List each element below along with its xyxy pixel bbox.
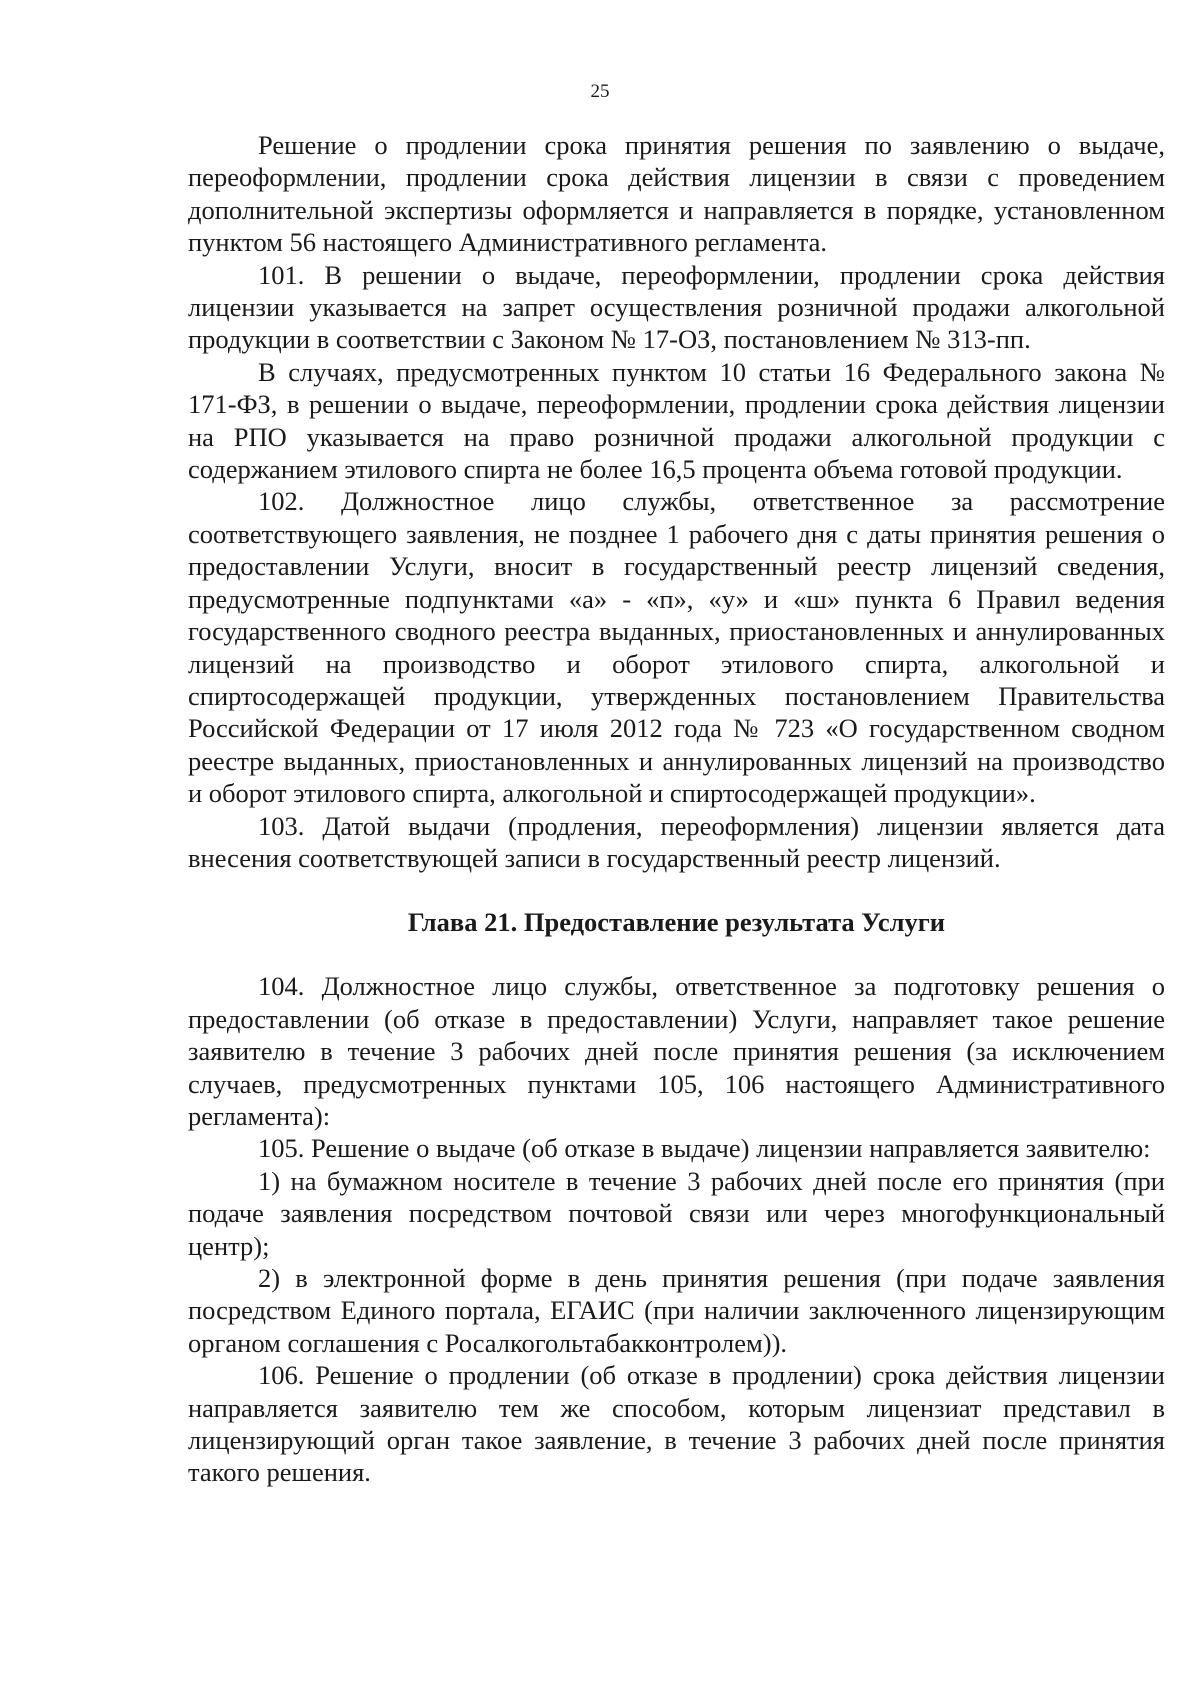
paragraph-102: 102. Должностное лицо службы, ответственное за рассмотрение соответствующего заявления, не позднее 1 рабочего дня с даты принятия решения о предоставлении Услуги, вносит в государственный реестр лицензий сведения, предусмотренные подпунктами «а» - «п», «у» и «ш» пункта 6 Правил ведения государственного сводного реестра выданных, приостановленных и аннулированных лицензий на производство и оборот этилового спирта, алкогольной и спиртосодержащей продукции, утвержденных постановлением Правительства Российской Федерации от 17 июля 2012 года № 723 «О государственном сводном реестре выданных, приостановленных и аннулированных лицензий на производство и оборот этилового спирта, алкогольной и спиртосодержащей продукции». (188, 486, 1165, 809)
paragraph-105-item-2: 2) в электронной форме в день принятия решения (при подаче заявления посредством Единого портала, ЕГАИС (при наличии заключенного лицензирующим органом соглашения с Росалкогольтабакконтролем)). (188, 1263, 1165, 1358)
paragraph-106: 106. Решение о продлении (об отказе в продлении) срока действия лицензии направляется заявителю тем же способом, которым лицензиат представил в лицензирующий орган такое заявление, в течение 3 рабочих дней после принятия такого решения. (188, 1360, 1165, 1488)
page-number: 25 (590, 81, 610, 102)
paragraph-101-cases: В случаях, предусмотренных пунктом 10 статьи 16 Федерального закона № 171-ФЗ, в решении о выдаче, переоформлении, продлении срока действия лицензии на РПО указывается на право розничной продажи алкогольной продукции с содержанием этилового спирта не более 16,5 процента объема готовой продукции. (188, 356, 1165, 485)
paragraph-101: 101. В решении о выдаче, переоформлении, продлении срока действия лицензии указывается на запрет осуществления розничной продажи алкогольной продукции в соответствии с Законом № 17-ОЗ, постановлением № 313-пп. (188, 259, 1165, 355)
paragraph-extension-decision: Решение о продлении срока принятия решения по заявлению о выдаче, переоформлении, продлении срока действия лицензии в связи с проведением дополнительной экспертизы оформляется и направляется в порядке, установленном пунктом 56 настоящего Административного регламента. (188, 130, 1165, 258)
paragraph-104: 104. Должностное лицо службы, ответственное за подготовку решения о предоставлении (об отказе в предоставлении) Услуги, направляет такое решение заявителю в течение 3 рабочих дней после принятия решения (за исключением случаев, предусмотренных пунктами 105, 106 настоящего Административного регламента): (188, 971, 1165, 1131)
paragraph-105-item-1: 1) на бумажном носителе в течение 3 рабочих дней после его принятия (при подаче заявления посредством почтовой связи или через многофункциональный центр); (188, 1165, 1165, 1261)
paragraph-105: 105. Решение о выдаче (об отказе в выдаче) лицензии направляется заявителю: (258, 1133, 1151, 1164)
chapter-heading: Глава 21. Предоставление результата Услуги (407, 907, 946, 938)
document-body (188, 129, 1165, 1489)
paragraph-103: 103. Датой выдачи (продления, переоформления) лицензии является дата внесения соответствующей записи в государственный реестр лицензий. (188, 810, 1165, 873)
